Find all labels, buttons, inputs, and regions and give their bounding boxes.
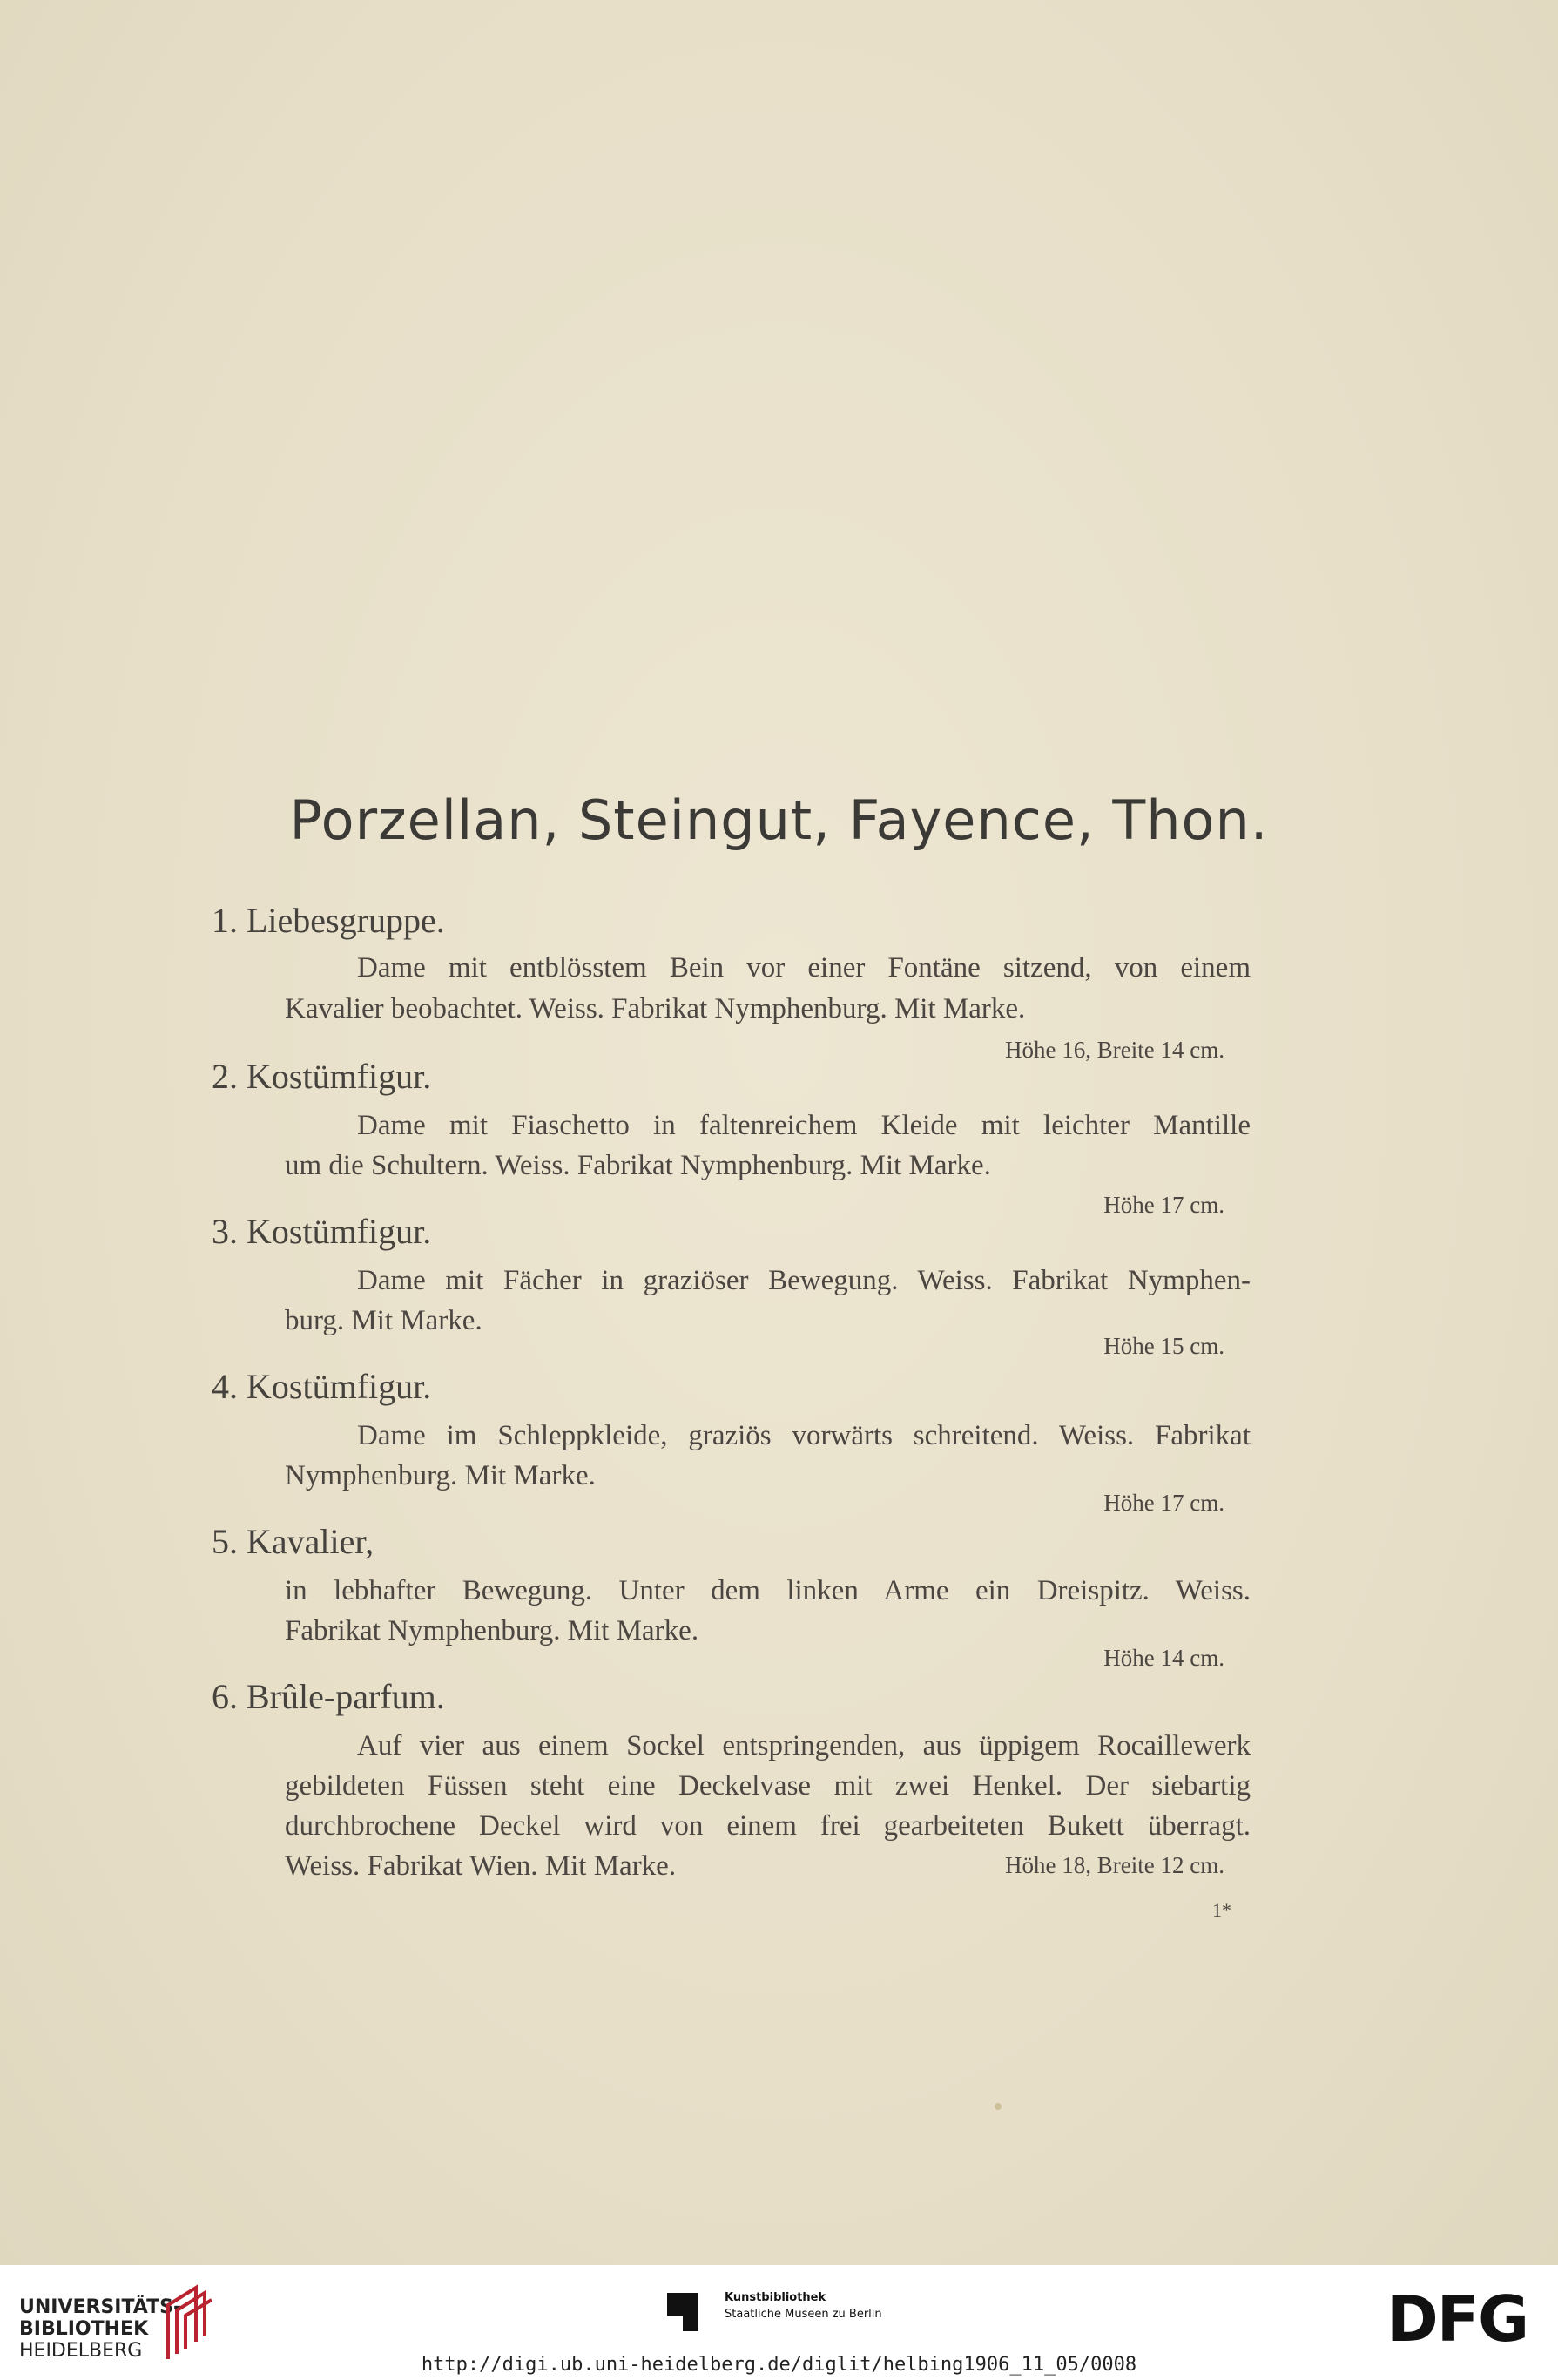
footer-bar xyxy=(0,2265,1558,2380)
university-library-logo-icon xyxy=(161,2281,217,2364)
entry-dimensions: Höhe 17 cm. xyxy=(1103,1490,1224,1516)
entry-text-line: gebildeten Füssen steht eine Deckelvase mit zwei Henkel. Der siebartig xyxy=(285,1770,1251,1802)
entry-heading: 3. Kostümfigur. xyxy=(212,1212,432,1251)
kb-line: Kunstbibliothek xyxy=(725,2291,826,2304)
kb-line: Staatliche Museen zu Berlin xyxy=(725,2308,882,2321)
entry-heading: 4. Kostümfigur. xyxy=(212,1367,432,1406)
signature-mark: 1* xyxy=(1212,1899,1231,1921)
library-name xyxy=(19,2296,181,2362)
library-line: UNIVERSITÄTS- xyxy=(19,2296,182,2318)
library-line: BIBLIOTHEK xyxy=(19,2318,149,2340)
entry-text-line: Kavalier beobachtet. Weiss. Fabrikat Nymphenburg. Mit Marke. xyxy=(285,993,1026,1024)
dfg-logo: DFG xyxy=(1386,2282,1528,2356)
entry-text-line: um die Schultern. Weiss. Fabrikat Nymphenburg. Mit Marke. xyxy=(285,1150,991,1181)
kunstbibliothek-logo-icon xyxy=(664,2289,709,2335)
entry-text-line: Dame mit entblösstem Bein vor einer Fontäne sitzend, von einem xyxy=(357,952,1251,984)
entry-dimensions: Höhe 16, Breite 14 cm. xyxy=(1005,1037,1224,1063)
entry-heading: 6. Brûle-parfum. xyxy=(212,1677,445,1716)
entry-text-line: Dame mit Fiaschetto in faltenreichem Kleide mit leichter Mantille xyxy=(357,1110,1251,1141)
entry-dimensions: Höhe 14 cm. xyxy=(1103,1645,1224,1671)
entry-text-line: Weiss. Fabrikat Wien. Mit Marke. xyxy=(285,1850,677,1882)
entry-text-line: durchbrochene Deckel wird von einem frei gearbeiteten Bukett überragt. xyxy=(285,1810,1251,1842)
entry-dimensions: Höhe 17 cm. xyxy=(1103,1192,1224,1218)
paper-speck xyxy=(995,2103,1002,2110)
entry-text-line: burg. Mit Marke. xyxy=(285,1305,482,1336)
entry-text-line: Nymphenburg. Mit Marke. xyxy=(285,1460,596,1491)
kunstbibliothek-label xyxy=(725,2289,882,2323)
entry-text-line: Fabrikat Nymphenburg. Mit Marke. xyxy=(285,1615,699,1646)
entry-text-line: Dame mit Fächer in graziöser Bewegung. Weiss. Fabrikat Nymphen- xyxy=(357,1265,1251,1296)
source-url-link[interactable]: http://digi.ub.uni-heidelberg.de/diglit/helbing1906_11_05/0008 xyxy=(421,2354,1137,2376)
entry-text-line: Dame im Schleppkleide, graziös vorwärts schreitend. Weiss. Fabrikat xyxy=(357,1420,1251,1451)
entry-heading: 2. Kostümfigur. xyxy=(212,1057,432,1096)
section-title: Porzellan, Steingut, Fayence, Thon. xyxy=(289,788,1269,852)
entry-text-line: in lebhafter Bewegung. Unter dem linken Arme ein Dreispitz. Weiss. xyxy=(285,1575,1251,1606)
entry-dimensions: Höhe 15 cm. xyxy=(1103,1333,1224,1359)
entry-heading: 5. Kavalier, xyxy=(212,1522,374,1561)
library-line: HEIDELBERG xyxy=(19,2340,143,2362)
entry-heading: 1. Liebesgruppe. xyxy=(212,901,445,940)
entry-text-line: Auf vier aus einem Sockel entspringenden, aus üppigem Rocaillewerk xyxy=(357,1730,1251,1761)
entry-dimensions: Höhe 18, Breite 12 cm. xyxy=(1005,1852,1224,1878)
